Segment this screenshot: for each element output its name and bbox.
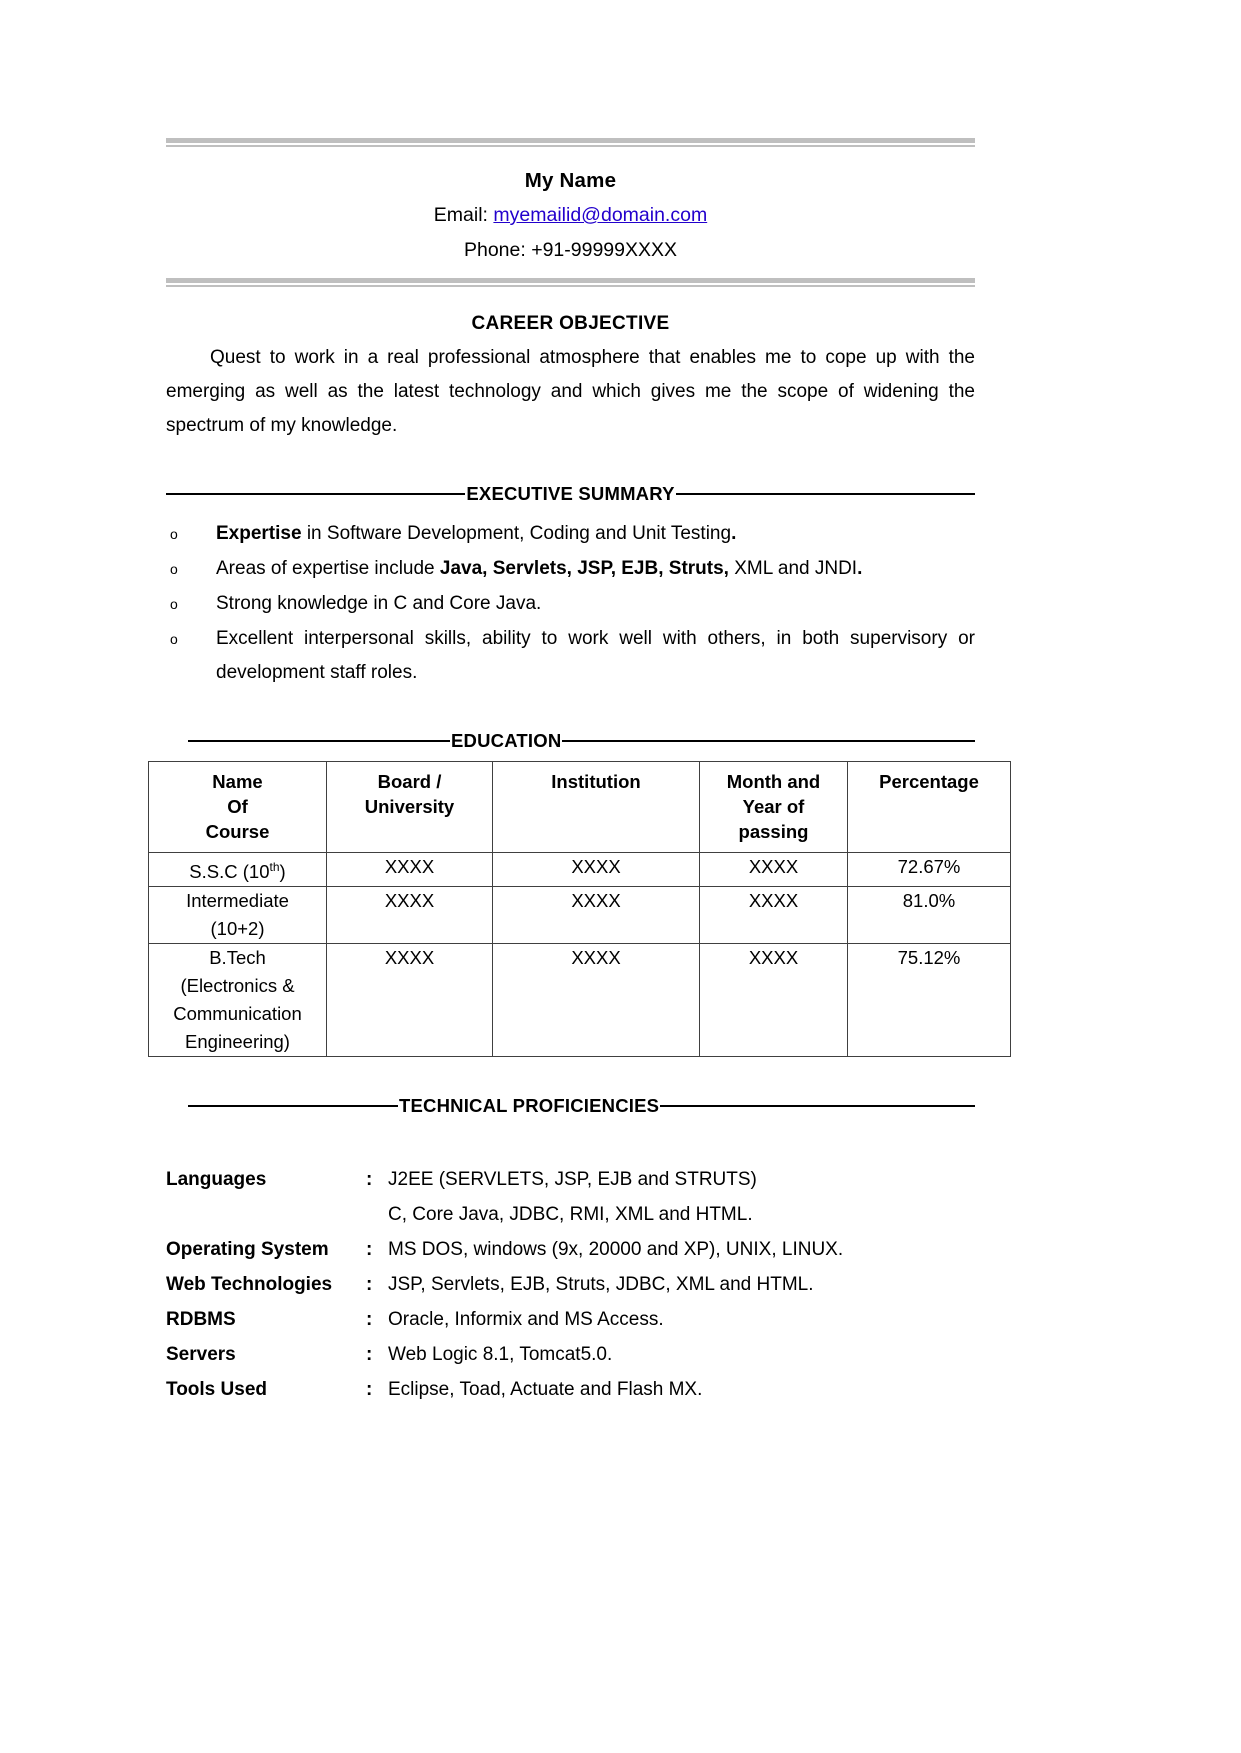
table-row <box>149 944 1011 1057</box>
proficiency-value: Eclipse, Toad, Actuate and Flash MX. <box>388 1379 703 1401</box>
proficiency-value: Web Logic 8.1, Tomcat5.0. <box>388 1344 613 1366</box>
heading-rule-left <box>188 1105 398 1107</box>
technical-proficiencies-heading <box>188 1095 975 1117</box>
phone-line: Phone: +91-99999XXXX <box>463 238 678 261</box>
cell-percentage: 81.0% <box>848 887 1011 944</box>
proficiency-label: Web Technologies <box>166 1274 333 1296</box>
education-table-body <box>149 853 1011 1057</box>
top-divider-rule <box>166 138 975 147</box>
proficiency-value: JSP, Servlets, EJB, Struts, JDBC, XML and HTML. <box>388 1274 814 1296</box>
proficiency-label: Operating System <box>166 1239 329 1261</box>
email-link[interactable]: myemailid@domain.com <box>493 204 708 226</box>
proficiency-label: Languages <box>166 1169 267 1191</box>
proficiency-colon: : <box>366 1274 373 1296</box>
cell-course-name: Intermediate (10+2) <box>149 887 327 944</box>
education-table <box>148 761 1011 1057</box>
executive-summary-title: EXECUTIVE SUMMARY <box>466 483 675 504</box>
table-header-row <box>149 762 1011 853</box>
bullet-marker-icon: o <box>170 526 178 542</box>
cell-year: XXXX <box>700 853 848 887</box>
proficiency-colon: : <box>366 1309 373 1331</box>
proficiency-row <box>166 1338 975 1372</box>
cell-course-name: S.S.C (10th) <box>149 853 327 887</box>
cell-board: XXXX <box>327 944 493 1057</box>
resume-content <box>166 0 979 1408</box>
table-column-header: Month and Year of passing <box>700 762 848 853</box>
heading-rule-right <box>562 740 975 742</box>
list-item <box>166 552 975 586</box>
header-bottom-divider-rule <box>166 278 975 287</box>
contact-header <box>166 147 975 278</box>
email-label: Email: <box>433 204 494 226</box>
table-column-header: Institution <box>493 762 700 853</box>
list-item-text: Expertise in Software Development, Coding and Unit Testing. <box>216 523 737 544</box>
executive-summary-heading <box>166 483 975 505</box>
table-row <box>149 887 1011 944</box>
proficiency-label: Tools Used <box>166 1379 267 1401</box>
executive-summary-list <box>166 517 975 690</box>
list-item-text: Strong knowledge in C and Core Java. <box>216 593 542 614</box>
proficiency-value: MS DOS, windows (9x, 20000 and XP), UNIX, LINUX. <box>388 1239 844 1261</box>
proficiency-colon: : <box>366 1239 373 1261</box>
bullet-marker-icon: o <box>170 596 178 612</box>
proficiency-row <box>166 1198 975 1232</box>
bullet-marker-icon: o <box>170 631 178 647</box>
bullet-marker-icon: o <box>170 561 178 577</box>
proficiency-row <box>166 1268 975 1302</box>
cell-year: XXXX <box>700 944 848 1057</box>
cell-institution: XXXX <box>493 887 700 944</box>
technical-proficiencies-list <box>166 1163 975 1407</box>
proficiency-colon: : <box>366 1169 373 1191</box>
cell-year: XXXX <box>700 887 848 944</box>
heading-rule-right <box>660 1105 975 1107</box>
cell-institution: XXXX <box>493 853 700 887</box>
proficiency-row <box>166 1233 975 1267</box>
list-item-text: Excellent interpersonal skills, ability to work well with others, in both supervisory or development staff roles. <box>216 628 975 683</box>
cell-percentage: 72.67% <box>848 853 1011 887</box>
education-heading <box>188 730 975 752</box>
table-row <box>149 853 1011 887</box>
proficiency-row <box>166 1373 975 1407</box>
cell-board: XXXX <box>327 853 493 887</box>
technical-proficiencies-title: TECHNICAL PROFICIENCIES <box>399 1095 660 1117</box>
list-item <box>166 622 975 690</box>
proficiency-value: Oracle, Informix and MS Access. <box>388 1309 664 1331</box>
career-objective-text <box>166 341 975 443</box>
proficiency-row <box>166 1163 975 1197</box>
heading-rule-right <box>676 493 975 495</box>
proficiency-value: C, Core Java, JDBC, RMI, XML and HTML. <box>388 1204 753 1226</box>
career-objective-title: CAREER OBJECTIVE <box>471 313 670 334</box>
career-objective-body: Quest to work in a real professional atmosphere that enables me to cope up with the emerging as well as the latest technology and which gives me the scope of widening the spectrum of my knowledge. <box>166 347 975 436</box>
table-column-header: Name Of Course <box>149 762 327 853</box>
education-table-wrap <box>148 761 1010 1057</box>
proficiency-label: Servers <box>166 1344 236 1366</box>
cell-percentage: 75.12% <box>848 944 1011 1057</box>
page-title: My Name <box>524 169 617 192</box>
heading-rule-left <box>188 740 450 742</box>
list-item <box>166 517 975 551</box>
list-item <box>166 587 975 621</box>
cell-course-name: B.Tech (Electronics & Communication Engineering) <box>149 944 327 1057</box>
proficiency-colon: : <box>366 1379 373 1401</box>
table-column-header: Board / University <box>327 762 493 853</box>
email-line <box>166 198 975 233</box>
education-title: EDUCATION <box>451 730 562 751</box>
list-item-text: Areas of expertise include Java, Servlets, JSP, EJB, Struts, XML and JNDI. <box>216 558 863 579</box>
divider-thin-line <box>166 285 975 287</box>
proficiency-label: RDBMS <box>166 1309 236 1331</box>
proficiency-value: J2EE (SERVLETS, JSP, EJB and STRUTS) <box>388 1169 757 1191</box>
table-column-header: Percentage <box>848 762 1011 853</box>
cell-board: XXXX <box>327 887 493 944</box>
proficiency-colon: : <box>366 1344 373 1366</box>
proficiency-row <box>166 1303 975 1337</box>
cell-institution: XXXX <box>493 944 700 1057</box>
heading-rule-left <box>166 493 465 495</box>
